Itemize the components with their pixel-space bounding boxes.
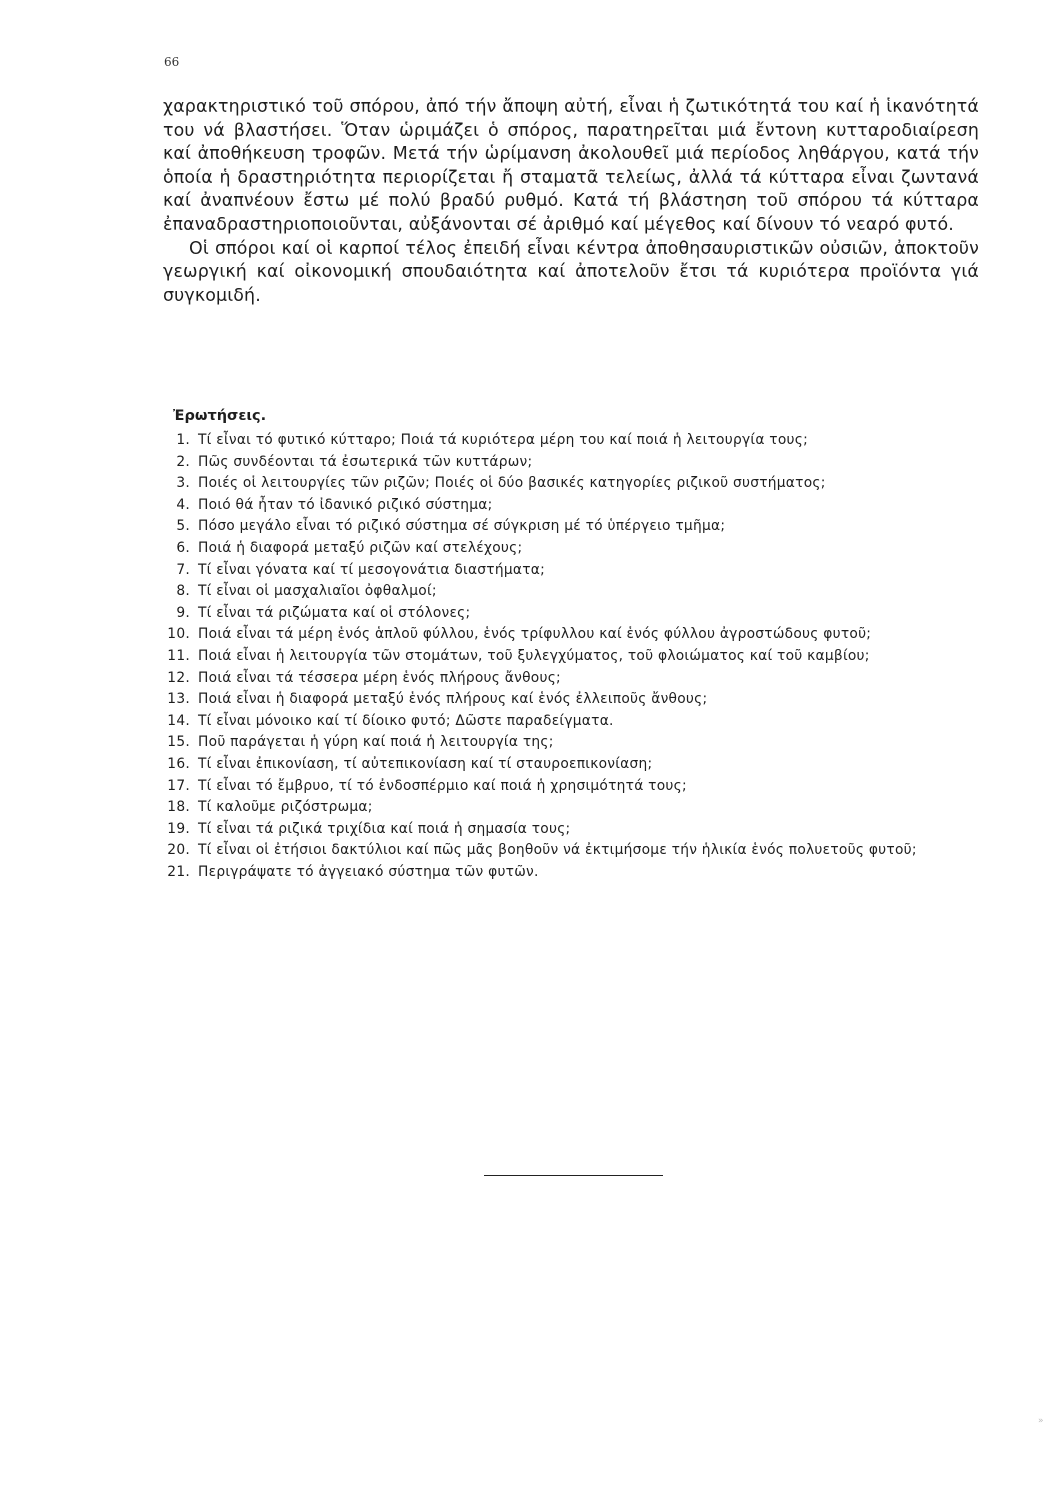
question-text: Τί εἶναι τά ριζικά τριχίδια καί ποιά ἡ σημασία τους; (198, 820, 571, 837)
question-number: 14. (167, 712, 190, 729)
question-text: Ποιά εἶναι ἡ λειτουργία τῶν στομάτων, τοῦ ξυλεγχύματος, τοῦ φλοιώματος καί τοῦ καμβίου; (198, 647, 870, 664)
question-item (162, 754, 982, 776)
question-number: 17. (167, 777, 190, 794)
question-number: 7. (176, 561, 190, 578)
question-item (162, 862, 982, 884)
question-item (162, 732, 982, 754)
question-number: 13. (167, 691, 190, 708)
question-text: Ποιά εἶναι τά μέρη ἑνός ἁπλοῦ φύλλου, ἑνός τρίφυλλου καί ἑνός φύλλου ἀγροστώδους φυτοῦ; (198, 626, 872, 643)
question-text: Πῶς συνδέονται τά ἐσωτερικά τῶν κυττάρων; (198, 453, 533, 470)
question-number: 20. (167, 842, 190, 859)
question-number: 8. (176, 583, 190, 600)
question-text: Ποιές οἱ λειτουργίες τῶν ριζῶν; Ποιές οἱ δύο βασικές κατηγορίες ριζικοῦ συστήματος; (198, 475, 826, 492)
question-item (162, 840, 982, 862)
questions-list (162, 430, 982, 883)
question-text: Περιγράψατε τό ἀγγειακό σύστημα τῶν φυτῶν. (198, 863, 539, 880)
question-text: Τί εἶναι οἱ ἐτήσιοι δακτύλιοι καί πῶς μᾶς βοηθοῦν νά ἐκτιμήσομε τήν ἡλικία ἑνός πολυετοῦς φυτοῦ; (198, 842, 917, 859)
question-text: Τί εἶναι μόνοικο καί τί δίοικο φυτό; Δῶστε παραδείγματα. (198, 712, 614, 729)
question-text: Ποιά εἶναι ἡ διαφορά μεταξύ ἑνός πλήρους καί ἑνός ἐλλειποῦς ἄνθους; (198, 691, 708, 708)
question-item (162, 603, 982, 625)
question-text: Ποιό θά ἦταν τό ἰδανικό ριζικό σύστημα; (198, 496, 493, 513)
question-text: Ποιά εἶναι τά τέσσερα μέρη ἑνός πλήρους ἄνθους; (198, 669, 561, 686)
question-number: 18. (167, 799, 190, 816)
question-item (162, 452, 982, 474)
questions-heading: Ἐρωτήσεις. (173, 408, 267, 424)
question-item (162, 538, 982, 560)
question-item (162, 581, 982, 603)
question-number: 12. (167, 669, 190, 686)
question-text: Τί εἶναι οἱ μασχαλιαῖοι ὀφθαλμοί; (198, 583, 437, 600)
question-number: 6. (176, 539, 190, 556)
question-number: 21. (167, 863, 190, 880)
question-text: Τί εἶναι γόνατα καί τί μεσογονάτια διαστήματα; (198, 561, 546, 578)
question-item (162, 473, 982, 495)
question-text: Τί εἶναι ἐπικονίαση, τί αὐτεπικονίαση καί τί σταυροεπικονίαση; (198, 755, 653, 772)
question-number: 4. (176, 496, 190, 513)
question-item (162, 797, 982, 819)
question-text: Πόσο μεγάλο εἶναι τό ριζικό σύστημα σέ σύγκριση μέ τό ὑπέργειο τμῆμα; (198, 518, 726, 535)
question-text: Ποιά ἡ διαφορά μεταξύ ριζῶν καί στελέχους; (198, 539, 523, 556)
question-number: 5. (176, 518, 190, 535)
question-item (162, 689, 982, 711)
question-item (162, 646, 982, 668)
paragraph: χαρακτηριστικό τοῦ σπόρου, ἀπό τήν ἄποψη αὐτή, εἶναι ἡ ζωτικότητά του καί ἡ ἱκανότητά του νά βλαστήσει. Ὅταν ὡριμάζει ὁ σπόρος, παρατηρεῖται μιά ἔντονη κυτταροδιαίρεση καί ἀποθήκευση τροφῶν. Μετά τήν ὡρίμανση ἀκολουθεῖ μιά περίοδος ληθάργου, κατά τήν ὁποία ἡ δραστηριότητα περιορίζεται ἤ σταματᾶ τελείως, ἀλλά τά κύτταρα εἶναι ζωντανά καί ἀναπνέουν ἔστω μέ πολύ βραδύ ρυθμό. Κατά τή βλάστηση τοῦ σπόρου τά κύτταρα ἐπαναδραστηριοποιοῦνται, αὐξάνονται σέ ἀριθμό καί μέγεθος καί δίνουν τό νεαρό φυτό. (163, 97, 979, 235)
edge-mark: » (1038, 1416, 1044, 1426)
question-number: 11. (167, 647, 190, 664)
question-number: 3. (176, 475, 190, 492)
question-text: Τί καλοῦμε ριζόστρωμα; (198, 799, 373, 816)
paragraph: Οἱ σπόροι καί οἱ καρποί τέλος ἐπειδή εἶναι κέντρα ἀποθησαυριστικῶν οὐσιῶν, ἀποκτοῦν γεωργική καί οἰκονομική σπουδαιότητα καί ἀποτελοῦν ἔτσι τά κυριότερα προϊόντα γιά συγκομιδή. (163, 238, 979, 306)
question-number: 9. (176, 604, 190, 621)
body-text (163, 96, 979, 308)
question-item (162, 711, 982, 733)
question-item (162, 495, 982, 517)
question-text: Ποῦ παράγεται ἡ γύρη καί ποιά ἡ λειτουργία της; (198, 734, 554, 751)
question-item (162, 668, 982, 690)
question-item (162, 560, 982, 582)
question-number: 19. (167, 820, 190, 837)
question-item (162, 776, 982, 798)
question-item (162, 516, 982, 538)
question-text: Τί εἶναι τά ριζώματα καί οἱ στόλονες; (198, 604, 471, 621)
page-number: 66 (164, 55, 180, 69)
bottom-divider (484, 1175, 663, 1176)
question-item (162, 430, 982, 452)
question-number: 2. (176, 453, 190, 470)
question-number: 1. (176, 432, 190, 448)
question-number: 15. (167, 734, 190, 751)
question-item (162, 624, 982, 646)
question-number: 16. (167, 755, 190, 772)
question-text: Τί εἶναι τό φυτικό κύτταρο; Ποιά τά κυριότερα μέρη του καί ποιά ἡ λειτουργία τους; (198, 432, 809, 448)
question-item (162, 819, 982, 841)
question-text: Τί εἶναι τό ἔμβρυο, τί τό ἐνδοσπέρμιο καί ποιά ἡ χρησιμότητά τους; (198, 777, 687, 794)
question-number: 10. (167, 626, 190, 643)
